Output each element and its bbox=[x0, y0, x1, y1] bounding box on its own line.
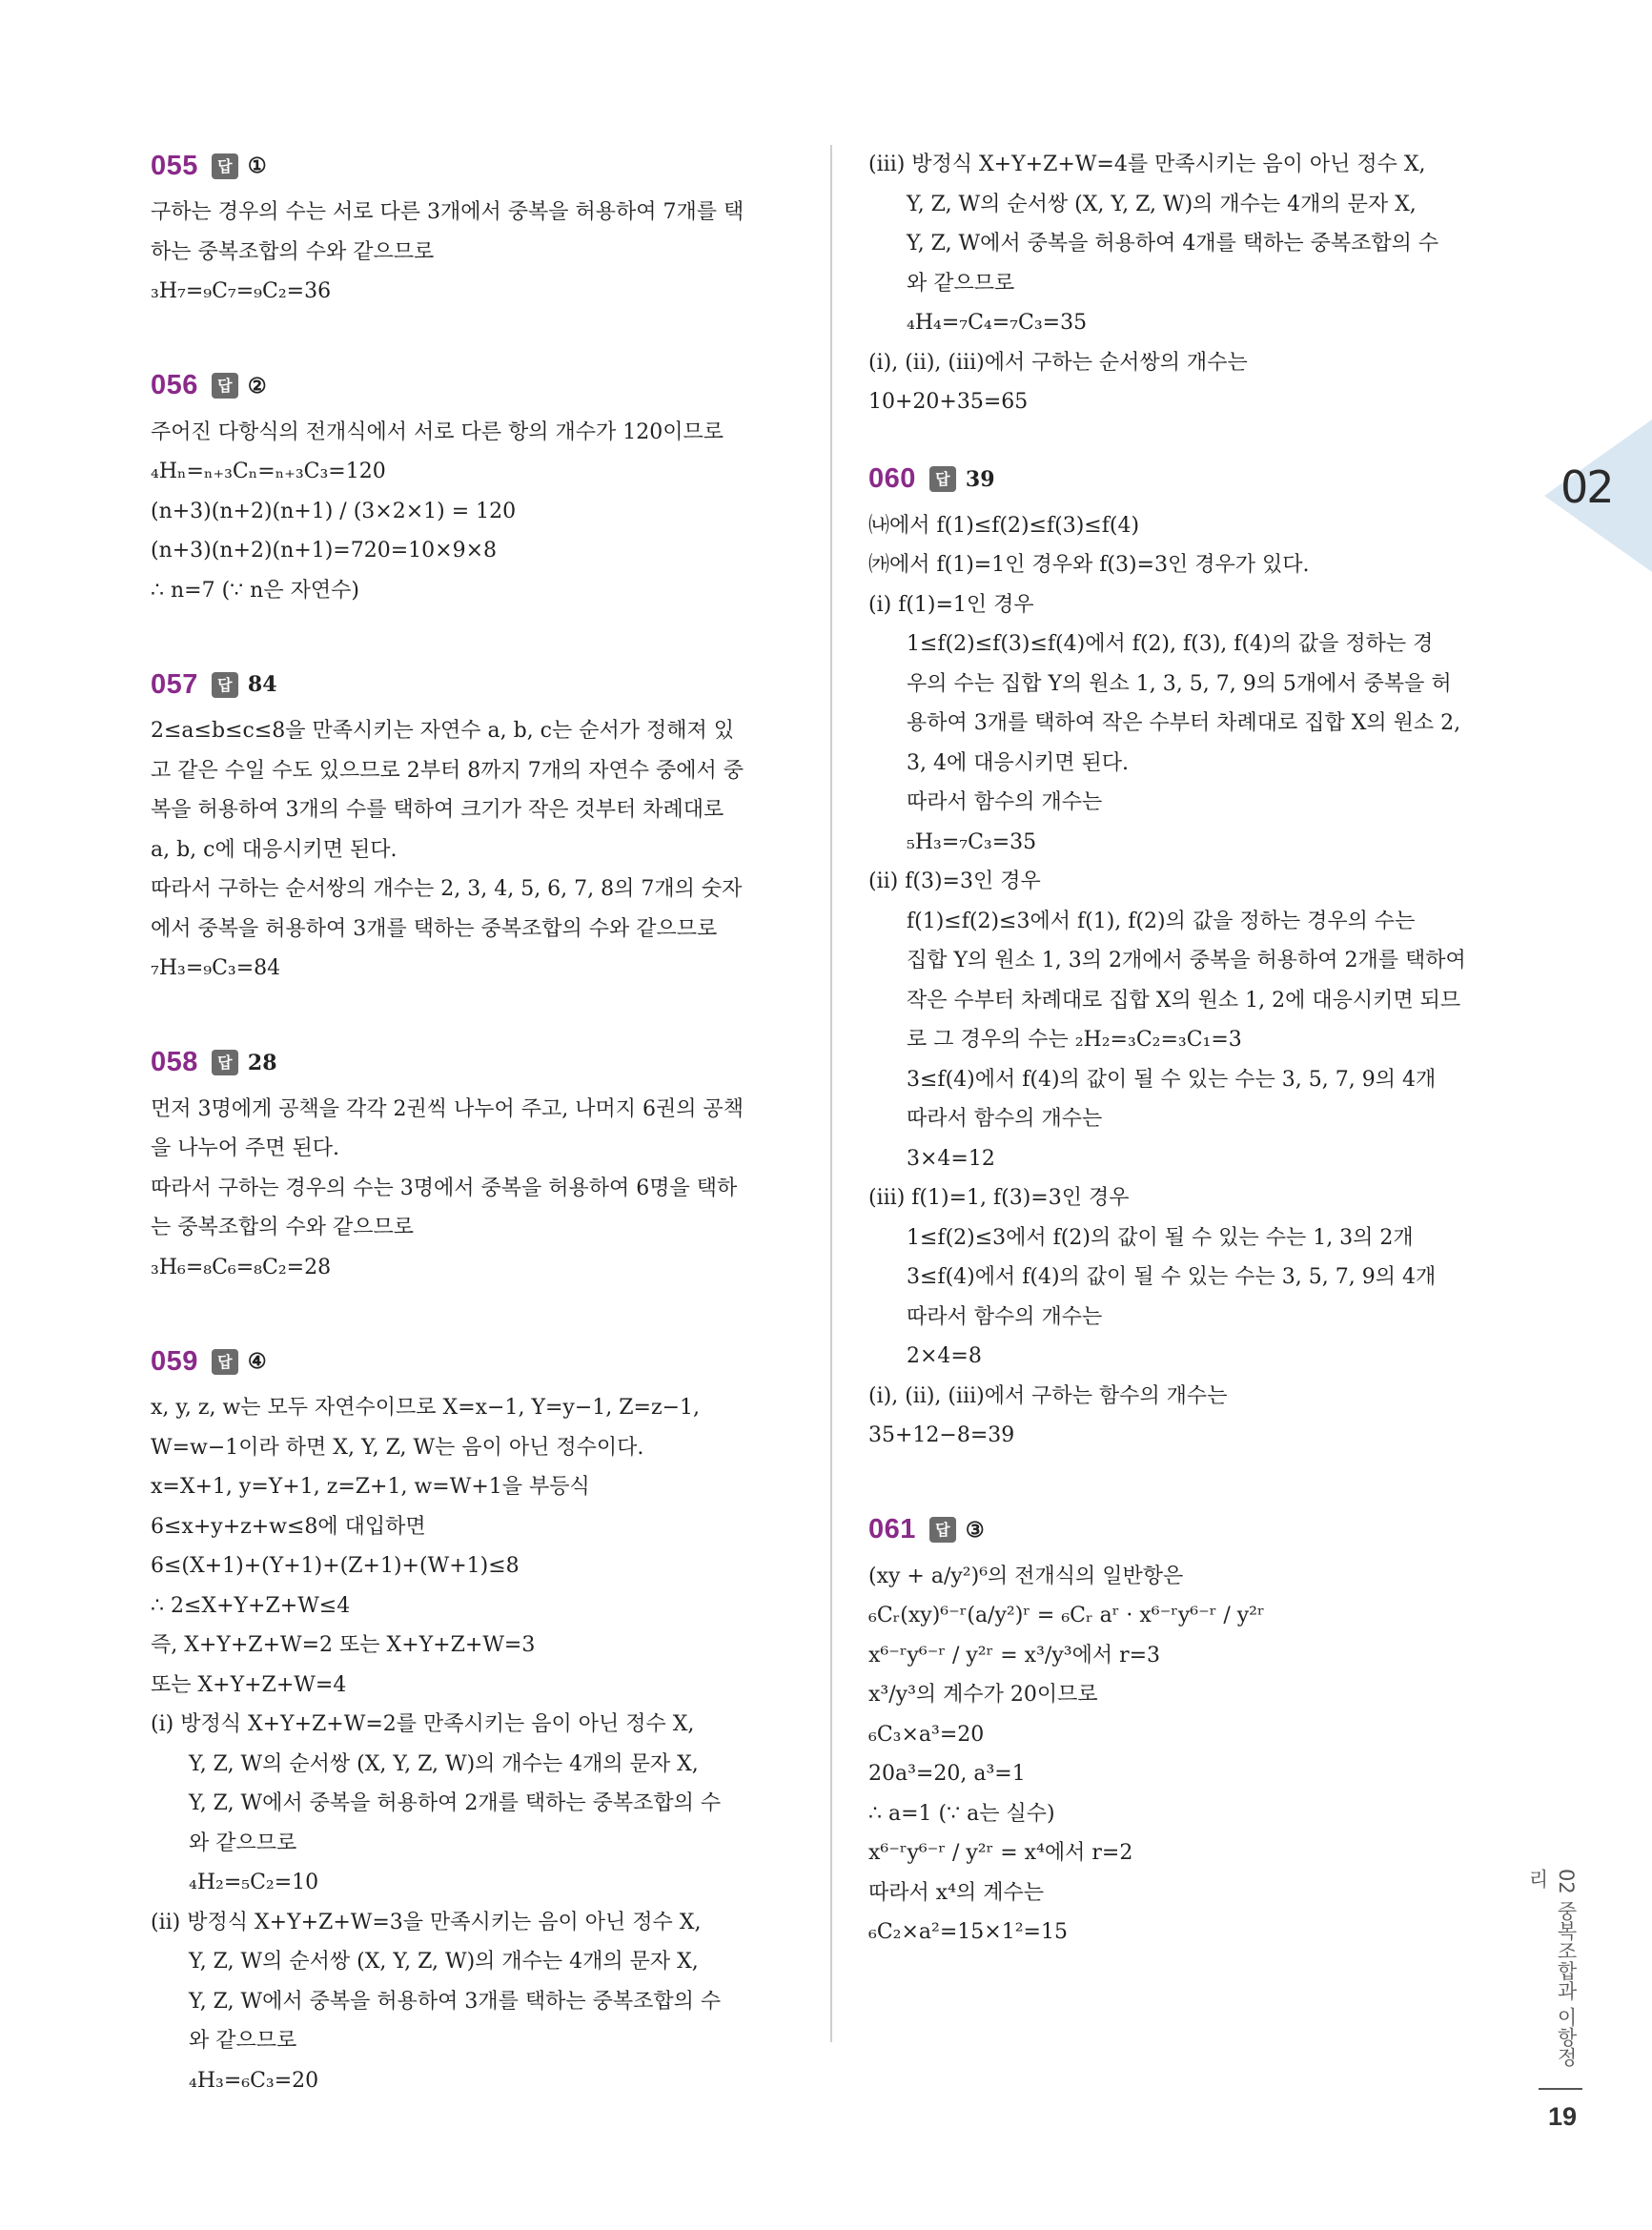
solution-line: 3≤f(4)에서 f(4)의 값이 될 수 있는 수는 3, 5, 7, 9의 4개 bbox=[907, 1067, 1437, 1092]
solution-line: Y, Z, W의 순서쌍 (X, Y, Z, W)의 개수는 4개의 문자 X, bbox=[907, 192, 1417, 216]
solution-line: 와 같으므로 bbox=[189, 2029, 297, 2053]
problem-061 bbox=[868, 1509, 1521, 1953]
footer-rule bbox=[1539, 2088, 1582, 2090]
solution-line: 따라서 x⁴의 계수는 bbox=[868, 1880, 1044, 1905]
solution-line: 따라서 구하는 순서쌍의 개수는 2, 3, 4, 5, 6, 7, 8의 7개의 숫자 bbox=[151, 877, 743, 901]
problem-055 bbox=[151, 145, 799, 312]
solution-line: ₅H₃=₇C₃=35 bbox=[907, 829, 1037, 854]
answer-badge: 답 bbox=[929, 1517, 956, 1543]
solution-line: x⁶⁻ʳy⁶⁻ʳ / y²ʳ = x⁴에서 r=2 bbox=[868, 1841, 1133, 1865]
problem-058 bbox=[151, 1042, 799, 1288]
solution-line: 10+20+35=65 bbox=[868, 390, 1029, 414]
solution-line: x⁶⁻ʳy⁶⁻ʳ / y²ʳ = x³/y³에서 r=3 bbox=[868, 1643, 1161, 1667]
solution-line: ₃H₆=₈C₆=₈C₂=28 bbox=[151, 1255, 332, 1279]
solution-line: 6≤x+y+z+w≤8에 대입하면 bbox=[151, 1514, 426, 1539]
solution-line: (xy + a/y²)⁶의 전개식의 일반항은 bbox=[868, 1564, 1184, 1588]
solution-line: (ⅲ) 방정식 X+Y+Z+W=4를 만족시키는 음이 아닌 정수 X, bbox=[868, 153, 1426, 176]
solution-line: 35+12−8=39 bbox=[868, 1423, 1015, 1447]
solution-line: 20a³=20, a³=1 bbox=[868, 1762, 1026, 1786]
answer-value: 39 bbox=[965, 466, 995, 492]
solution-line: 고 같은 수일 수도 있으므로 2부터 8까지 7개의 자연수 중에서 중 bbox=[151, 758, 744, 783]
problem-header bbox=[151, 145, 799, 187]
side-chapter-title: 02 중복조합과 이항정리 bbox=[1526, 1869, 1578, 2068]
solution-line: 1≤f(2)≤3에서 f(2)의 값이 될 수 있는 수는 1, 3의 2개 bbox=[907, 1225, 1414, 1250]
solution-line: Y, Z, W의 순서쌍 (X, Y, Z, W)의 개수는 4개의 문자 X, bbox=[189, 1950, 699, 1974]
answer-badge: 답 bbox=[212, 373, 238, 399]
answer-value: ① bbox=[247, 153, 267, 178]
solution-line: x³/y³의 계수가 20이므로 bbox=[868, 1683, 1098, 1707]
solution-line: 작은 수부터 차례대로 집합 X의 원소 1, 2에 대응시키면 되므 bbox=[907, 988, 1461, 1013]
problem-number: 059 bbox=[151, 1345, 198, 1377]
page-number: 19 bbox=[1548, 2102, 1578, 2131]
solution-line: Y, Z, W에서 중복을 허용하여 2개를 택하는 중복조합의 수 bbox=[189, 1791, 722, 1815]
solution-line: (n+3)(n+2)(n+1) / (3×2×1) = 120 bbox=[151, 499, 517, 523]
solution-line: W=w−1이라 하면 X, Y, Z, W는 음이 아닌 정수이다. bbox=[151, 1435, 644, 1460]
solution-line: 따라서 함수의 개수는 bbox=[907, 1304, 1103, 1329]
solution-line: 구하는 경우의 수는 서로 다른 3개에서 중복을 허용하여 7개를 택 bbox=[151, 200, 744, 224]
problem-header bbox=[151, 664, 799, 706]
solution-line: ∴ a=1 (∵ a는 실수) bbox=[868, 1801, 1055, 1826]
problem-header bbox=[151, 1042, 799, 1084]
solution-line: 먼저 3명에게 공책을 각각 2권씩 나누어 주고, 나머지 6권의 공책 bbox=[151, 1096, 744, 1121]
solution-line: 와 같으므로 bbox=[189, 1831, 297, 1855]
column-divider bbox=[830, 145, 832, 2042]
problem-number: 061 bbox=[868, 1514, 916, 1545]
answer-badge: 답 bbox=[929, 466, 956, 492]
solution-line: 즉, X+Y+Z+W=2 또는 X+Y+Z+W=3 bbox=[151, 1633, 536, 1657]
problem-header bbox=[868, 1509, 1521, 1551]
solution-line: 와 같으므로 bbox=[907, 271, 1015, 296]
solution-line: (ⅰ) 방정식 X+Y+Z+W=2를 만족시키는 음이 아닌 정수 X, bbox=[151, 1712, 695, 1736]
solution-line: x, y, z, w는 모두 자연수이므로 X=x−1, Y=y−1, Z=z−1, bbox=[151, 1396, 701, 1420]
problem-header bbox=[151, 1340, 799, 1382]
answer-value: ② bbox=[247, 373, 267, 399]
solution-line: 3≤f(4)에서 f(4)의 값이 될 수 있는 수는 3, 5, 7, 9의 4개 bbox=[907, 1265, 1437, 1289]
solution-line: ₆C₂×a²=15×1²=15 bbox=[868, 1920, 1068, 1944]
left-column bbox=[151, 145, 799, 2154]
solution-line: 2×4=8 bbox=[907, 1344, 982, 1368]
problem-header bbox=[151, 365, 799, 407]
problem-057 bbox=[151, 664, 799, 989]
solution-line: 또는 X+Y+Z+W=4 bbox=[151, 1672, 347, 1697]
solution-line: 집합 Y의 원소 1, 3의 2개에서 중복을 허용하여 2개를 택하여 bbox=[907, 949, 1466, 972]
solution-line: 따라서 함수의 개수는 bbox=[907, 790, 1103, 814]
solution-line: (ⅱ) f(3)=3인 경우 bbox=[868, 869, 1041, 893]
chapter-tab-number: 02 bbox=[1560, 461, 1613, 513]
solution-line: ₄H₃=₆C₃=20 bbox=[189, 2068, 319, 2093]
answer-value: 84 bbox=[247, 672, 277, 697]
solution-line: 에서 중복을 허용하여 3개를 택하는 중복조합의 수와 같으므로 bbox=[151, 916, 718, 941]
solution-line: Y, Z, W에서 중복을 허용하여 4개를 택하는 중복조합의 수 bbox=[907, 232, 1439, 256]
solution-line: Y, Z, W의 순서쌍 (X, Y, Z, W)의 개수는 4개의 문자 X, bbox=[189, 1751, 699, 1776]
solution-line: 따라서 함수의 개수는 bbox=[907, 1107, 1103, 1131]
solution-line: 로 그 경우의 수는 ₂H₂=₃C₂=₃C₁=3 bbox=[907, 1028, 1242, 1052]
solution-line: Y, Z, W에서 중복을 허용하여 3개를 택하는 중복조합의 수 bbox=[189, 1989, 722, 2014]
problem-060 bbox=[868, 459, 1521, 1456]
solution-line: 을 나누어 주면 된다. bbox=[151, 1136, 339, 1160]
solution-line: ∴ 2≤X+Y+Z+W≤4 bbox=[151, 1593, 351, 1618]
solution-line: ₃H₇=₉C₇=₉C₂=36 bbox=[151, 279, 332, 303]
solution-line: 2≤a≤b≤c≤8을 만족시키는 자연수 a, b, c는 순서가 정해져 있 bbox=[151, 719, 734, 743]
solution-line: ₄H₄=₇C₄=₇C₃=35 bbox=[907, 311, 1088, 335]
problem-number: 057 bbox=[151, 668, 198, 700]
solution-line: x=X+1, y=Y+1, z=Z+1, w=W+1을 부등식 bbox=[151, 1475, 590, 1499]
problem-header bbox=[868, 459, 1521, 501]
solution-line: 6≤(X+1)+(Y+1)+(Z+1)+(W+1)≤8 bbox=[151, 1554, 520, 1578]
solution-line: (ⅱ) 방정식 X+Y+Z+W=3을 만족시키는 음이 아닌 정수 X, bbox=[151, 1910, 702, 1934]
solution-line: (ⅲ) f(1)=1, f(3)=3인 경우 bbox=[868, 1186, 1130, 1210]
solution-line: ∴ n=7 (∵ n은 자연수) bbox=[151, 578, 359, 603]
continuation-059 bbox=[868, 145, 1521, 422]
solution-line: ₇H₃=₉C₃=84 bbox=[151, 956, 281, 980]
solution-line: 하는 중복조합의 수와 같으므로 bbox=[151, 239, 435, 264]
problem-number: 060 bbox=[868, 463, 916, 494]
problem-059 bbox=[151, 1340, 799, 2100]
answer-value: 28 bbox=[247, 1050, 277, 1075]
solution-line: (ⅰ), (ⅱ), (ⅲ)에서 구하는 함수의 개수는 bbox=[868, 1383, 1228, 1408]
solution-line: (n+3)(n+2)(n+1)=720=10×9×8 bbox=[151, 539, 498, 563]
solution-line: (ⅰ), (ⅱ), (ⅲ)에서 구하는 순서쌍의 개수는 bbox=[868, 350, 1248, 375]
solution-line: ₄Hₙ=ₙ₊₃Cₙ=ₙ₊₃C₃=120 bbox=[151, 460, 386, 483]
solution-line: 주어진 다항식의 전개식에서 서로 다른 항의 개수가 120이므로 bbox=[151, 419, 724, 444]
answer-value: ④ bbox=[247, 1349, 267, 1374]
solution-line: a, b, c에 대응시키면 된다. bbox=[151, 837, 398, 862]
solution-line: ₄H₂=₅C₂=10 bbox=[189, 1871, 319, 1894]
solution-line: 는 중복조합의 수와 같으므로 bbox=[151, 1216, 415, 1239]
solution-line: 복을 허용하여 3개의 수를 택하여 크기가 작은 것부터 차례대로 bbox=[151, 798, 724, 822]
solution-line: 용하여 3개를 택하여 작은 수부터 차례대로 집합 X의 원소 2, bbox=[907, 711, 1461, 735]
answer-badge: 답 bbox=[212, 1050, 238, 1075]
solution-line: 3×4=12 bbox=[907, 1146, 995, 1171]
solution-line: 3, 4에 대응시키면 된다. bbox=[907, 750, 1129, 775]
answer-badge: 답 bbox=[212, 1349, 238, 1375]
solution-line: 1≤f(2)≤f(3)≤f(4)에서 f(2), f(3), f(4)의 값을 정하는 경 bbox=[907, 632, 1434, 656]
solution-line: ㈎에서 f(1)=1인 경우와 f(3)=3인 경우가 있다. bbox=[868, 553, 1310, 577]
solution-line: (ⅰ) f(1)=1인 경우 bbox=[868, 592, 1034, 617]
answer-badge: 답 bbox=[212, 672, 238, 698]
problem-number: 055 bbox=[151, 150, 198, 181]
solution-line: ₆C₃×a³=20 bbox=[868, 1722, 985, 1747]
right-column bbox=[868, 145, 1521, 2006]
solution-line: f(1)≤f(2)≤3에서 f(1), f(2)의 값을 정하는 경우의 수는 bbox=[907, 909, 1416, 933]
solution-line: 우의 수는 집합 Y의 원소 1, 3, 5, 7, 9의 5개에서 중복을 허 bbox=[907, 671, 1452, 696]
problem-056 bbox=[151, 365, 799, 611]
solution-line: 따라서 구하는 경우의 수는 3명에서 중복을 허용하여 6명을 택하 bbox=[151, 1176, 738, 1200]
solution-line: ₆Cᵣ(xy)⁶⁻ʳ(a/y²)ʳ = ₆Cᵣ aʳ · x⁶⁻ʳy⁶⁻ʳ / y²ʳ bbox=[868, 1604, 1265, 1627]
answer-value: ③ bbox=[965, 1517, 985, 1543]
answer-badge: 답 bbox=[212, 153, 238, 179]
problem-number: 058 bbox=[151, 1047, 198, 1077]
solution-line: ㈏에서 f(1)≤f(2)≤f(3)≤f(4) bbox=[868, 513, 1140, 538]
problem-number: 056 bbox=[151, 370, 198, 400]
